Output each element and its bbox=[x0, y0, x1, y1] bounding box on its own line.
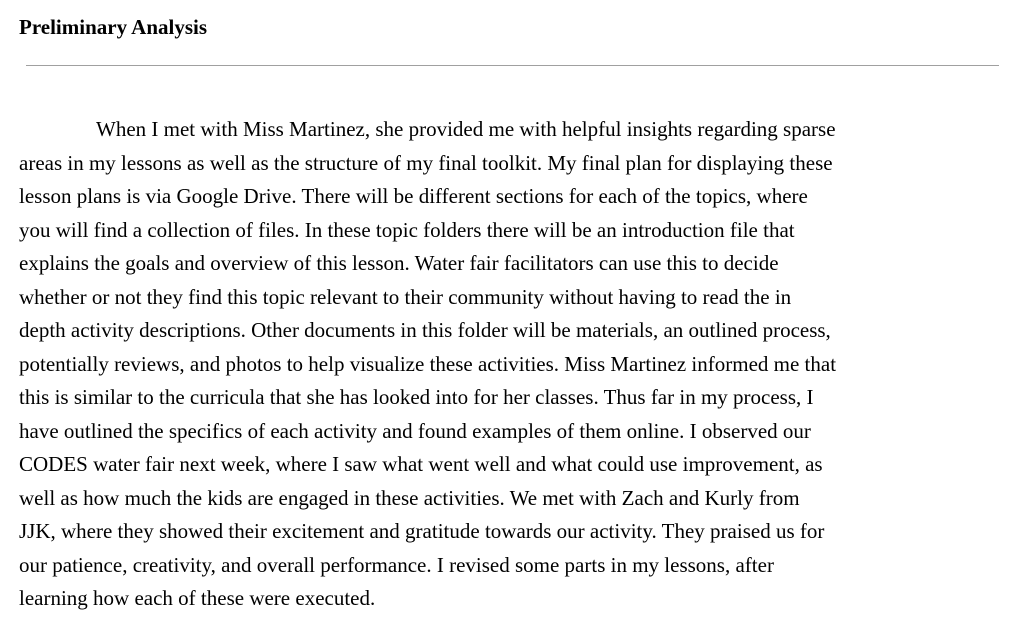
paragraph-line: learning how each of these were executed. bbox=[19, 586, 376, 610]
paragraph-line: JJK, where they showed their excitement and gratitude towards our activity. They praised us for bbox=[19, 519, 825, 543]
heading-divider bbox=[26, 65, 999, 66]
paragraph-line: depth activity descriptions. Other documents in this folder will be materials, an outlined process, bbox=[19, 318, 831, 342]
paragraph-line: this is similar to the curricula that she has looked into for her classes. Thus far in my process, I bbox=[19, 385, 814, 409]
paragraph-line: When I met with Miss Martinez, she provided me with helpful insights regarding sparse bbox=[96, 117, 836, 141]
paragraph-line: lesson plans is via Google Drive. There will be different sections for each of the topics, where bbox=[19, 184, 808, 208]
body-paragraph bbox=[19, 113, 1009, 616]
paragraph-line: whether or not they find this topic relevant to their community without having to read the in bbox=[19, 284, 792, 309]
paragraph-line: CODES water fair next week, where I saw what went well and what could use improvement, as bbox=[19, 452, 823, 476]
paragraph-line: our patience, creativity, and overall performance. I revised some parts in my lessons, after bbox=[19, 552, 774, 577]
paragraph-line: explains the goals and overview of this lesson. Water fair facilitators can use this to decide bbox=[19, 251, 779, 275]
paragraph-line: well as how much the kids are engaged in these activities. We met with Zach and Kurly from bbox=[19, 485, 800, 510]
paragraph-line: potentially reviews, and photos to help visualize these activities. Miss Martinez informed me that bbox=[19, 351, 837, 376]
paragraph-line: areas in my lessons as well as the structure of my final toolkit. My final plan for displaying these bbox=[19, 150, 833, 175]
paragraph-line: you will find a collection of files. In these topic folders there will be an introduction file that bbox=[19, 217, 795, 242]
paragraph-line: have outlined the specifics of each activity and found examples of them online. I observed our bbox=[19, 418, 811, 443]
section-heading: Preliminary Analysis bbox=[19, 15, 208, 39]
